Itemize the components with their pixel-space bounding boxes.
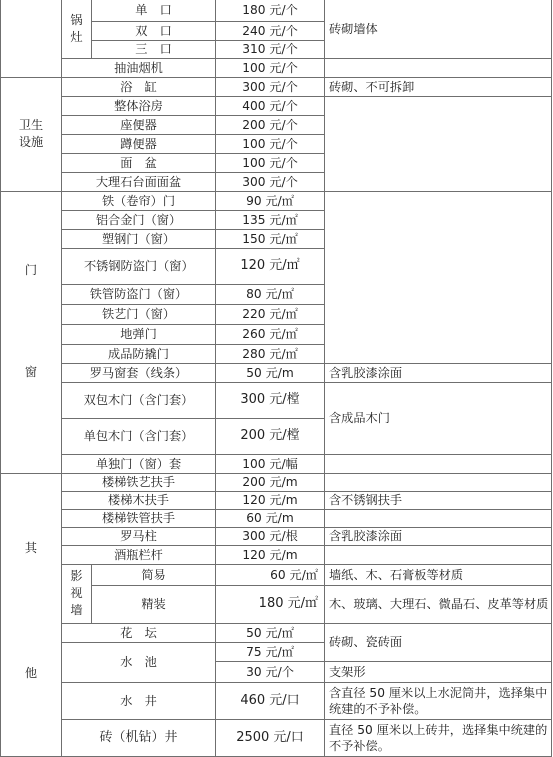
item-name: 罗马柱 [62, 527, 216, 545]
item-price: 300 元/根 [216, 527, 325, 545]
item-note: 砖砌、不可拆卸 [325, 77, 552, 96]
item-note: 含成品木门 [325, 382, 552, 454]
item-price: 100 元/个 [216, 134, 325, 153]
item-price: 100 元/个 [216, 58, 325, 77]
item-price: 310 元/个 [216, 40, 325, 58]
table-row [1, 77, 552, 96]
item-note: 含直径 50 厘米以上水泥筒井，选择集中统建的不予补偿。 [325, 682, 552, 719]
item-name: 座便器 [62, 115, 216, 134]
table-row [1, 58, 552, 77]
table-row [1, 96, 552, 115]
item-price: 260 元/㎡ [216, 324, 325, 344]
item-name: 楼梯铁管扶手 [62, 509, 216, 527]
item-name: 罗马窗套（线条） [62, 363, 216, 382]
item-note: 直径 50 厘米以上砖井，选择集中统建的不予补偿。 [325, 719, 552, 756]
item-name: 抽油烟机 [62, 58, 216, 77]
category-label: 他 [24, 665, 38, 680]
item-note: 墙纸、木、石膏板等材质 [325, 564, 552, 585]
item-note: 含不锈钢扶手 [325, 491, 552, 509]
item-price: 200 元/樘 [216, 418, 325, 454]
item-note: 含乳胶漆涂面 [325, 527, 552, 545]
item-name: 铁管防盗门（窗） [62, 284, 216, 304]
table-row [1, 682, 552, 719]
item-name: 蹲便器 [62, 134, 216, 153]
item-name: 塑钢门（窗） [62, 229, 216, 248]
item-price: 120 元/m [216, 491, 325, 509]
item-name: 单包木门（含门套） [62, 418, 216, 454]
item-price: 60 元/㎡ [216, 564, 325, 585]
item-price: 300 元/个 [216, 172, 325, 191]
item-price: 180 元/个 [216, 0, 325, 21]
item-name: 精装 [92, 585, 216, 623]
item-name: 酒瓶栏杆 [62, 545, 216, 564]
item-note: 砖砌墙体 [325, 0, 552, 58]
item-price: 240 元/个 [216, 21, 325, 40]
item-price: 30 元/个 [216, 661, 325, 682]
item-price: 135 元/㎡ [216, 210, 325, 229]
item-name: 单 口 [92, 0, 216, 21]
item-name: 铁（卷帘）门 [62, 191, 216, 210]
table-row [1, 564, 552, 585]
item-note: 含乳胶漆涂面 [325, 363, 552, 382]
table-row [1, 454, 552, 473]
item-price: 50 元/m [216, 363, 325, 382]
item-name: 砖（机钻）井 [62, 719, 216, 756]
item-price: 460 元/口 [216, 682, 325, 719]
item-name: 双 口 [92, 21, 216, 40]
table-row [1, 509, 552, 527]
item-price: 180 元/㎡ [216, 585, 325, 623]
item-name: 铁艺门（窗） [62, 304, 216, 324]
item-name: 铝合金门（窗） [62, 210, 216, 229]
item-price: 120 元/m [216, 545, 325, 564]
item-name: 大理石台面面盆 [62, 172, 216, 191]
table-row [1, 0, 552, 21]
item-name: 简易 [92, 564, 216, 585]
item-price: 200 元/m [216, 473, 325, 491]
item-price: 220 元/㎡ [216, 304, 325, 324]
category-label: 窗 [24, 364, 38, 379]
item-price: 100 元/个 [216, 153, 325, 172]
category-label: 其 [24, 540, 38, 555]
item-price: 60 元/m [216, 509, 325, 527]
item-price: 2500 元/口 [216, 719, 325, 756]
item-price: 90 元/㎡ [216, 191, 325, 210]
item-note: 木、玻璃、大理石、微晶石、皮革等材质 [325, 585, 552, 623]
item-name: 整体浴房 [62, 96, 216, 115]
item-price: 100 元/幅 [216, 454, 325, 473]
item-name: 楼梯铁艺扶手 [62, 473, 216, 491]
category-label: 卫生设施 [18, 118, 44, 149]
table-row [1, 527, 552, 545]
table-row [1, 623, 552, 642]
item-name: 面 盆 [62, 153, 216, 172]
item-price: 280 元/㎡ [216, 344, 325, 363]
item-name: 地弹门 [62, 324, 216, 344]
item-price: 300 元/樘 [216, 382, 325, 418]
table-row [1, 491, 552, 509]
table-row [1, 382, 552, 418]
table-row [1, 191, 552, 210]
item-name: 成品防撬门 [62, 344, 216, 363]
item-price: 400 元/个 [216, 96, 325, 115]
table-row [1, 473, 552, 491]
item-price: 150 元/㎡ [216, 229, 325, 248]
item-name: 不锈钢防盗门（窗） [62, 248, 216, 284]
item-price: 50 元/㎡ [216, 623, 325, 642]
item-name: 花 坛 [62, 623, 216, 642]
item-price: 80 元/㎡ [216, 284, 325, 304]
stove-group-label: 锅灶 [70, 12, 83, 44]
item-name: 浴 缸 [62, 77, 216, 96]
item-name: 三 口 [92, 40, 216, 58]
item-note: 砖砌、瓷砖面 [325, 623, 552, 661]
item-name: 水 井 [62, 682, 216, 719]
item-name: 水 池 [62, 642, 216, 682]
item-price: 300 元/个 [216, 77, 325, 96]
table-row [1, 545, 552, 564]
item-price: 120 元/㎡ [216, 248, 325, 284]
category-label: 门 [24, 262, 38, 277]
item-name: 双包木门（含门套） [62, 382, 216, 418]
item-name: 楼梯木扶手 [62, 491, 216, 509]
tv-wall-group-label: 影视墙 [70, 569, 83, 617]
table-row [1, 363, 552, 382]
item-price: 75 元/㎡ [216, 642, 325, 661]
item-name: 单独门（窗）套 [62, 454, 216, 473]
item-note: 支架形 [325, 661, 552, 682]
table-row [1, 719, 552, 756]
item-price: 200 元/个 [216, 115, 325, 134]
